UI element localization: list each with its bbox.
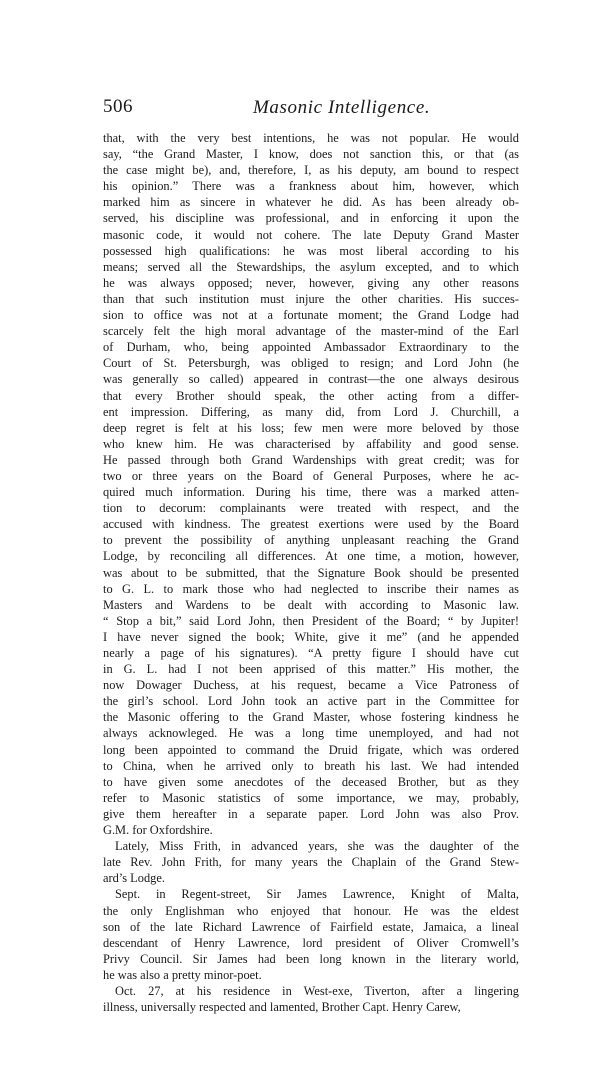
text-line: Masters and Wardens to be dealt with according to Masonic law. [103,597,519,612]
text-line: was about to be submitted, that the Signature Book should be presented [103,565,519,580]
text-line: the only Englishman who enjoyed that honour. He was the eldest [103,903,519,918]
text-line: he was always opposed; never, however, giving any other reasons [103,275,519,290]
paragraph [103,130,519,838]
text-line: masonic code, it would not cohere. The late Deputy Grand Master [103,227,519,242]
text-line: accused with kindness. The greatest exertions were used by the Board [103,517,519,532]
page-number: 506 [103,96,133,117]
running-title: Masonic Intelligence. [253,97,431,118]
text-line: served, his discipline was professional, and in enforcing it upon the [103,211,519,226]
text-line: deep regret is felt at his loss; few men were more beloved by those [103,420,519,435]
text-line: son of the late Richard Lawrence of Fairfield estate, Jamaica, a lineal [103,919,519,934]
text-line: than that such institution must injure the other charities. His succes- [103,291,519,306]
text-line: descendant of Henry Lawrence, lord president of Oliver Cromwell’s [103,935,519,950]
text-line: sion to office was not at a fortunate moment; the Grand Lodge had [103,308,519,323]
text-line: his opinion.” There was a frankness about him, however, which [103,179,519,194]
text-line: Lodge, by reconciling all differences. At one time, a motion, however, [103,549,519,564]
text-line: marked him as sincere in whatever he did. As has been already ob- [103,195,519,210]
text-line: now Dowager Duchess, at his request, became a Vice Patroness of [103,678,519,693]
text-line: give them hereafter in a separate paper. Lord John was also Prov. [103,806,519,821]
text-line: the girl’s school. Lord John took an active part in the Committee for [103,694,519,709]
text-line: of Durham, who, being appointed Ambassador Extraordinary to the [103,340,519,355]
text-line: scarcely felt the high moral advantage of the master-mind of the Earl [103,324,519,339]
text-line: to G. L. to mark those who had neglected to inscribe their names as [103,581,519,596]
paragraph [103,983,519,1015]
text-line: he was also a pretty minor-poet. [103,967,262,982]
text-line: that every Brother should speak, the other acting from a differ- [103,388,519,403]
paragraph [103,838,519,886]
text-line: Oct. 27, at his residence in West-exe, Tiverton, after a lingering [115,983,519,998]
text-line: ard’s Lodge. [103,871,165,886]
text-line: always acknowleged. He was a long time unemployed, and had not [103,726,519,741]
text-line: to have given some anecdotes of the deceased Brother, but as they [103,774,519,789]
page-header [103,96,519,122]
text-line: He passed through both Grand Wardenships with great credit; was for [103,452,519,467]
text-line: ent impression. Differing, as many did, from Lord J. Churchill, a [103,404,519,419]
text-line: to prevent the possibility of anything unpleasant reaching the Grand [103,533,519,548]
text-line: the Masonic offering to the Grand Master, whose fostering kindness he [103,710,519,725]
text-line: say, “the Grand Master, I know, does not sanction this, or that (as [103,147,519,162]
text-line: Court of St. Petersburgh, was obliged to resign; and Lord John (he [103,356,519,371]
text-line: Lately, Miss Frith, in advanced years, she was the daughter of the [115,839,519,854]
text-line: G.M. for Oxfordshire. [103,823,213,838]
text-line: two or three years on the Board of General Purposes, where he ac- [103,468,519,483]
text-line: in G. L. had I not been apprised of this matter.” His mother, the [103,662,519,677]
text-line: “ Stop a bit,” said Lord John, then President of the Board; “ by Jupiter! [103,613,519,628]
text-line: that, with the very best intentions, he was not popular. He would [103,131,519,145]
body-text [103,130,519,1015]
text-line: the case might be), and, therefore, I, as his deputy, am bound to respect [103,163,519,178]
text-line: possessed high qualifications: he was most liberal according to his [103,243,519,258]
text-line: means; served all the Stewardships, the asylum excepted, and to which [103,259,519,274]
text-line: illness, universally respected and lamented, Brother Capt. Henry Carew, [103,1000,461,1015]
text-line: tion to decorum: complainants were treated with respect, and the [103,501,519,516]
text-line: refer to Masonic statistics of some importance, we may, probably, [103,790,519,805]
text-line: who knew him. He was characterised by affability and good sense. [103,436,519,451]
text-line: nearly a page of his signatures). “A pretty figure I should have cut [103,646,519,660]
text-line: I have never signed the book; White, give it me” (and he appended [103,629,519,644]
text-line: long been appointed to command the Druid frigate, which was ordered [103,742,519,757]
text-line: Sept. in Regent-street, Sir James Lawrence, Knight of Malta, [115,887,519,902]
text-line: Privy Council. Sir James had been long known in the literary world, [103,951,519,966]
text-line: was generally so called) appeared in contrast—the one always desirous [103,372,519,387]
paragraph [103,886,519,983]
text-line: quired much information. During his time, there was a marked atten- [103,485,519,500]
text-line: to China, when he arrived only to breath his last. We had intended [103,758,519,773]
text-line: late Rev. John Frith, for many years the Chaplain of the Grand Stew- [103,855,519,870]
